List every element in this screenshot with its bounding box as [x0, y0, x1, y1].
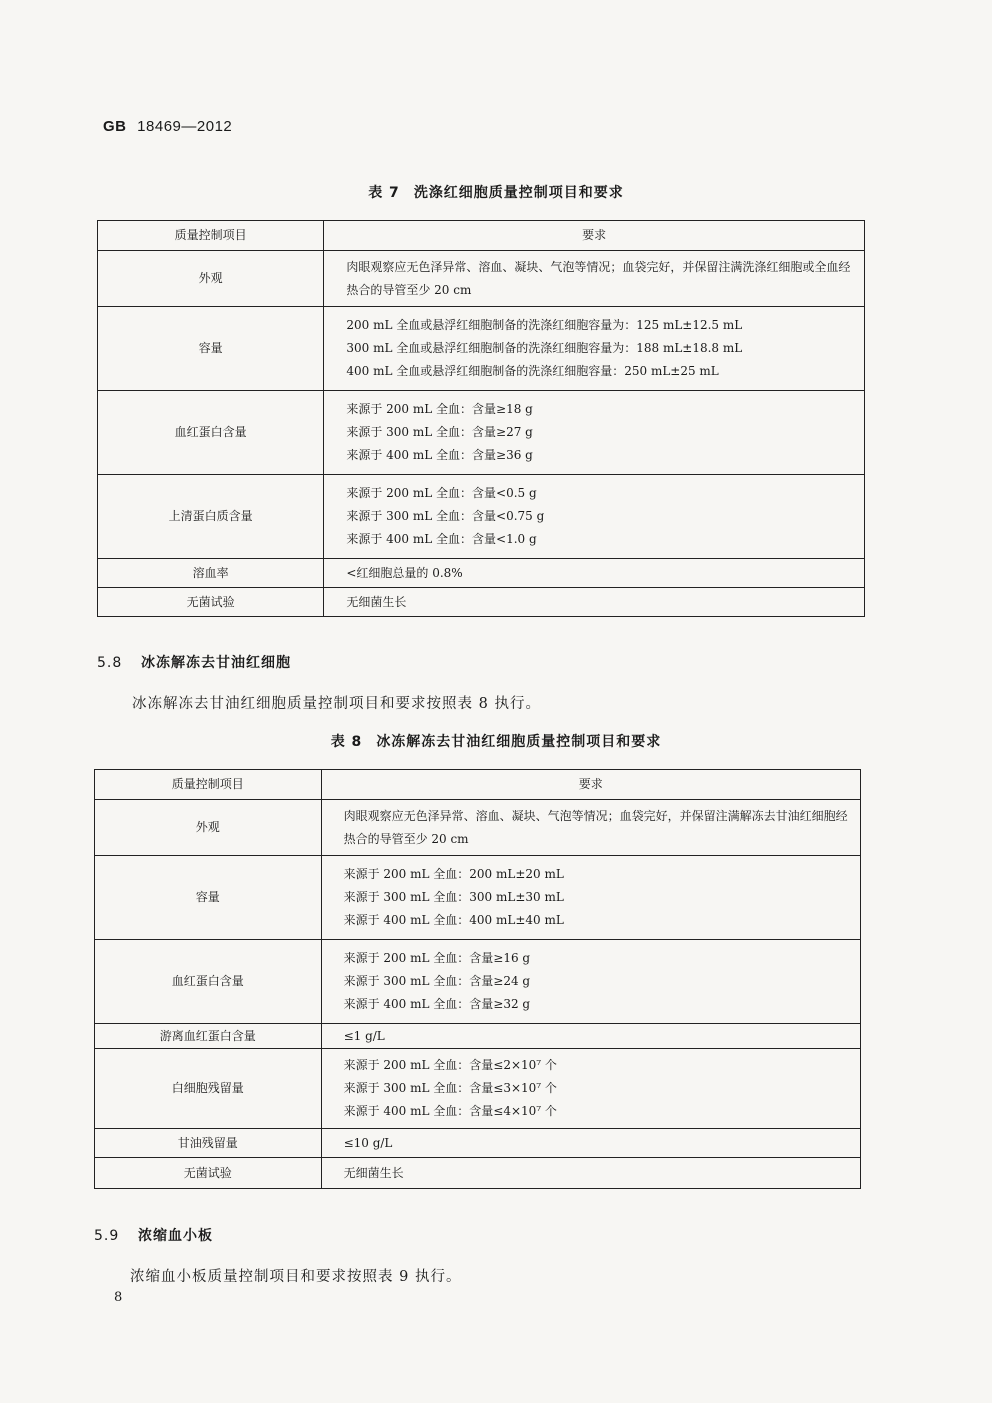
table8-caption [0, 731, 992, 751]
requirement-line: 来源于 200 mL 全血：含量<0.5 g [346, 486, 537, 500]
table-row [95, 856, 861, 940]
standard-header [103, 118, 232, 135]
row-requirement [324, 307, 865, 391]
table-row [98, 391, 865, 475]
row-item: 外观 [95, 800, 322, 856]
requirement-line: 来源于 400 mL 全血：含量≥36 g [346, 448, 533, 462]
requirement-line: 来源于 200 mL 全血：200 mL±20 mL [343, 867, 564, 881]
requirement-line: 来源于 300 mL 全血：含量≥27 g [346, 425, 533, 439]
requirement-line: 来源于 400 mL 全血：400 mL±40 mL [343, 913, 564, 927]
page-number: 8 [114, 1290, 123, 1305]
table7-header-row [98, 221, 865, 251]
row-requirement [321, 940, 860, 1024]
requirement-line: 来源于 400 mL 全血：含量≤4×10⁷ 个 [343, 1104, 557, 1118]
table-row [95, 800, 861, 856]
table-row [95, 1024, 861, 1049]
requirement-line: 肉眼观察应无色泽异常、溶血、凝块、气泡等情况；血袋完好，并保留注满解冻去甘油红细胞经热合的导管至少 20 cm [343, 808, 848, 846]
row-item: 上清蛋白质含量 [98, 475, 324, 559]
table7 [97, 220, 865, 617]
row-item: 容量 [98, 307, 324, 391]
row-requirement [324, 559, 865, 588]
table-row [95, 1049, 861, 1129]
table-row [98, 559, 865, 588]
table-row [95, 940, 861, 1024]
section-5-9-heading [94, 1225, 213, 1245]
requirement-line: 无细菌生长 [343, 1165, 404, 1180]
table8-col-req: 要求 [321, 770, 860, 800]
row-item: 外观 [98, 251, 324, 307]
requirement-line: 来源于 300 mL 全血：含量≥24 g [343, 974, 531, 988]
requirement-line: 来源于 300 mL 全血：含量≤3×10⁷ 个 [343, 1081, 557, 1095]
table7-number: 表 7 [368, 185, 400, 201]
table-row [98, 307, 865, 391]
section-title: 浓缩血小板 [138, 1228, 213, 1244]
table8-header-row [95, 770, 861, 800]
row-requirement [321, 800, 860, 856]
row-requirement [321, 1049, 860, 1129]
requirement-line: 300 mL 全血或悬浮红细胞制备的洗涤红细胞容量为：188 mL±18.8 mL [346, 341, 743, 355]
table7-caption [0, 182, 992, 202]
row-requirement [324, 391, 865, 475]
row-requirement [321, 1129, 860, 1158]
requirement-line: 来源于 200 mL 全血：含量≥18 g [346, 402, 533, 416]
standard-prefix: GB [103, 118, 127, 135]
section-title: 冰冻解冻去甘油红细胞 [141, 655, 291, 671]
requirement-line: ≤1 g/L [343, 1028, 385, 1043]
requirement-line: 200 mL 全血或悬浮红细胞制备的洗涤红细胞容量为：125 mL±12.5 mL [346, 318, 743, 332]
table8-number: 表 8 [330, 734, 363, 750]
requirement-line: 无细菌生长 [346, 594, 407, 609]
section-5-8-text: 冰冻解冻去甘油红细胞质量控制项目和要求按照表 8 执行。 [132, 696, 541, 712]
table8-col-item: 质量控制项目 [95, 770, 322, 800]
requirement-line: 来源于 300 mL 全血：300 mL±30 mL [343, 890, 564, 904]
table7-col-item: 质量控制项目 [98, 221, 324, 251]
requirement-line: 来源于 400 mL 全血：含量<1.0 g [346, 532, 537, 546]
requirement-line: <红细胞总量的 0.8% [346, 565, 463, 580]
requirement-line: 肉眼观察应无色泽异常、溶血、凝块、气泡等情况；血袋完好，并保留注满洗涤红细胞或全血经热合的导管至少 20 cm [346, 259, 851, 297]
requirement-line: 来源于 200 mL 全血：含量≥16 g [343, 951, 531, 965]
table-row [98, 475, 865, 559]
row-item: 无菌试验 [98, 588, 324, 617]
requirement-line: 来源于 300 mL 全血：含量<0.75 g [346, 509, 545, 523]
table-row [98, 251, 865, 307]
table-row [98, 588, 865, 617]
row-item: 容量 [95, 856, 322, 940]
table7-title: 洗涤红细胞质量控制项目和要求 [413, 185, 624, 201]
requirement-line: ≤10 g/L [343, 1135, 393, 1150]
row-requirement [321, 856, 860, 940]
row-requirement [321, 1024, 860, 1049]
requirement-line: 来源于 400 mL 全血：含量≥32 g [343, 997, 531, 1011]
table8-title: 冰冻解冻去甘油红细胞质量控制项目和要求 [376, 734, 662, 750]
row-requirement [321, 1158, 860, 1189]
section-5-9-text: 浓缩血小板质量控制项目和要求按照表 9 执行。 [130, 1269, 462, 1285]
requirement-line: 400 mL 全血或悬浮红细胞制备的洗涤红细胞容量：250 mL±25 mL [346, 364, 719, 378]
row-requirement [324, 588, 865, 617]
table-row [95, 1158, 861, 1189]
row-item: 血红蛋白含量 [98, 391, 324, 475]
row-item: 溶血率 [98, 559, 324, 588]
requirement-line: 来源于 200 mL 全血：含量≤2×10⁷ 个 [343, 1058, 557, 1072]
section-number: 5.8 [97, 655, 123, 671]
standard-code: 18469—2012 [137, 118, 233, 135]
table8 [94, 769, 861, 1189]
row-requirement [324, 475, 865, 559]
row-requirement [324, 251, 865, 307]
section-5-8-heading [97, 652, 291, 672]
section-number: 5.9 [94, 1228, 120, 1244]
table7-col-req: 要求 [324, 221, 865, 251]
table-row [95, 1129, 861, 1158]
row-item: 无菌试验 [95, 1158, 322, 1189]
row-item: 白细胞残留量 [95, 1049, 322, 1129]
row-item: 血红蛋白含量 [95, 940, 322, 1024]
row-item: 游离血红蛋白含量 [95, 1024, 322, 1049]
row-item: 甘油残留量 [95, 1129, 322, 1158]
